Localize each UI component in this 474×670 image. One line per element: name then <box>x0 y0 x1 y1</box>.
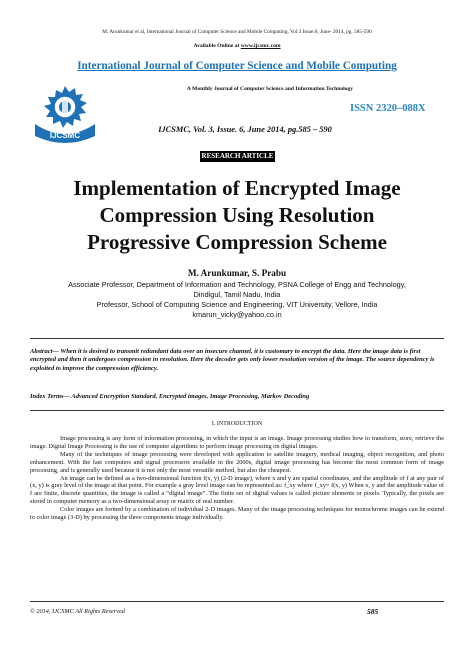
volume-info: IJCSMC, Vol. 3, Issue. 6, June 2014, pg.585 – 590 <box>158 125 332 134</box>
title-line: Implementation of Encrypted Image <box>73 176 401 200</box>
index-terms <box>30 393 444 400</box>
affiliation: Professor, School of Computing Science and Engineering, VIT University, Vellore, India <box>96 300 378 309</box>
paragraph: Image processing is any form of information processing, in which the input is an image. Image processing studies how to transform, store, retrieve the image. Digital Image Processing is the use of computer algorithms to perform image processing on digital images. <box>30 435 444 450</box>
issn-label: ISSN 2320–088X <box>350 103 426 114</box>
journal-url-link[interactable]: www.ijcsmc.com <box>240 43 281 49</box>
availability-line <box>0 43 474 49</box>
article-type-badge: RESEARCH ARTICLE <box>201 152 274 160</box>
copyright: © 2014, IJCSMC All Rights Reserved <box>30 608 125 615</box>
index-terms-text: Advanced Encryption Standard, Encrypted images, Image Processing, Markov Decoding <box>70 393 310 400</box>
authors: M. Arunkumar, S. Prabu <box>187 268 287 278</box>
paragraph: Color images are formed by a combination of individual 2-D images. Many of the image processing techniques for monochrome images can be extend to color image (3-D) by processing the three components image individually. <box>30 506 444 522</box>
available-label: Available Online at <box>193 43 241 49</box>
abstract-label: Abstract— <box>30 348 59 355</box>
paragraph: Many of the techniques of image processing were developed with application to satellite imagery, medical imaging, object recognition, and photo enhancement. With the fast computers and signal processors available in the 2000s, digital image processing has become the most common form of image processing, and is generally used because it is not only the most versatile method, but also the cheapest. <box>30 450 444 474</box>
affiliation: Associate Professor, Department of Information and Technology, PSNA College of Engg and Technology, <box>68 280 406 289</box>
title-line: Progressive Compression Scheme <box>87 230 387 254</box>
title-line: Compression Using Resolution <box>99 203 375 227</box>
divider <box>30 410 444 411</box>
divider <box>30 338 444 339</box>
abstract <box>30 348 444 373</box>
page-number: 585 <box>367 607 379 616</box>
running-head: M. Arunkumar et al, International Journal of Computer Science and Mobile Computing, Vol.3 Issue.6, June- 2014, pg. 585-590 <box>102 29 372 35</box>
logo-text: IJCSMC <box>49 131 81 140</box>
journal-name-link[interactable]: International Journal of Computer Science and Mobile Computing <box>77 60 397 72</box>
journal-logo-icon <box>29 84 101 148</box>
paper-title <box>0 175 474 256</box>
footer-divider <box>30 601 444 602</box>
journal-subtitle: A Monthly Journal of Computer Science and Information Technology <box>186 86 354 92</box>
affiliation: Dindigul, Tamil Nadu, India <box>193 290 281 299</box>
index-terms-label: Index Terms— <box>30 393 71 400</box>
abstract-text: When it is desired to transmit redundant data over an insecure channel, it is customary to encrypt the data. Here the image data is first encrypted and then it undergoes compression in resolution. Here the decoder gets only lower resolution version of the image. The source dependency is exploited to improve the compression efficiency. <box>30 348 435 372</box>
body-text <box>30 435 444 522</box>
section-heading: I. INTRODUCTION <box>211 421 263 427</box>
author-email-link[interactable]: kmarun_vicky@yahoo.co.in <box>192 310 282 319</box>
paragraph: An image can be defined as a two-dimensional function f(x, y) (2-D image), where x and y are spatial coordinates, and the amplitude of f at any pair of (x, y) is gray level of the image at that point. For example a gray level image can be represented as: f_xy where f_xy= f(x, y) When x, y and the amplitude value of f are finite, discrete quantities, the image is called a “digital image”. The finite set of digital values is called picture elements or pixels. Typically, the pixels are stored in computer memory as a two-dimensional array or matrix of real number. <box>30 474 444 506</box>
